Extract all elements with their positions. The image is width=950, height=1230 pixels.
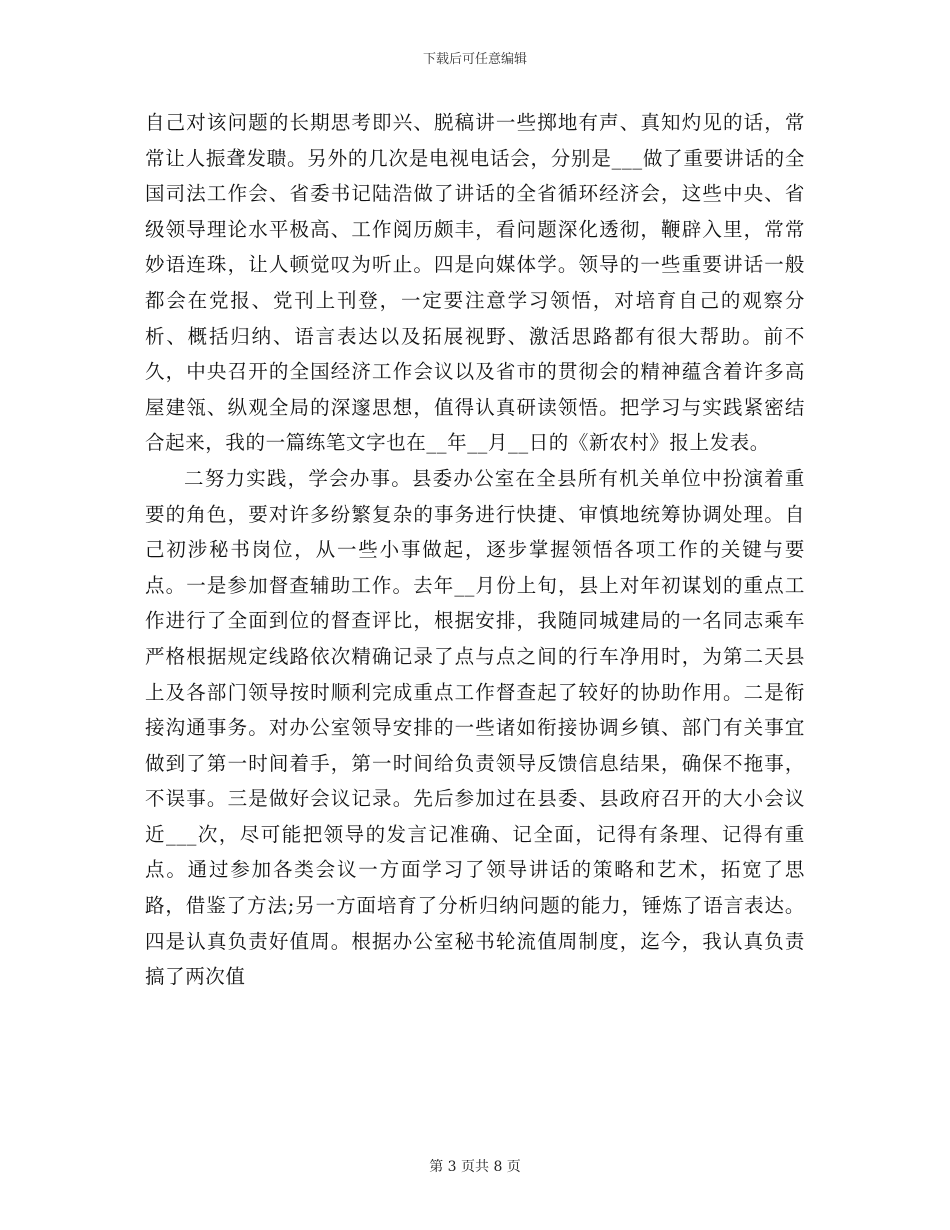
page-header: 下载后可任意编辑 — [422, 52, 527, 67]
page-number: 第 3 页共 8 页 — [429, 1159, 521, 1175]
document-body — [145, 105, 805, 995]
paragraph-1: 自己对该问题的长期思考即兴、脱稿讲一些掷地有声、真知灼见的话，常常让人振聋发聩。另外的几次是电视电话会，分别是___做了重要讲话的全国司法工作会、省委书记陆浩做了讲话的全省循环经济会，这些中央、省级领导理论水平极高、工作阅历颇丰，看问题深化透彻，鞭辟入里，常常妙语连珠，让人顿觉叹为听止。四是向媒体学。领导的一些重要讲话一般都会在党报、党刊上刊登，一定要注意学习领悟，对培育自己的观察分析、概括归纳、语言表达以及拓展视野、激活思路都有很大帮助。前不久，中央召开的全国经济工作会议以及省市的贯彻会的精神蕴含着许多高屋建瓴、纵观全局的深邃思想，值得认真研读领悟。把学习与实践紧密结合起来，我的一篇练笔文字也在__年__月__日的《新农村》报上发表。 — [145, 111, 805, 455]
paragraph-2: 二努力实践，学会办事。县委办公室在全县所有机关单位中扮演着重要的角色，要对许多纷繁复杂的事务进行快捷、审慎地统筹协调处理。自己初涉秘书岗位，从一些小事做起，逐步掌握领悟各项工作的关键与要点。一是参加督查辅助工作。去年__月份上旬，县上对年初谋划的重点工作进行了全面到位的督查评比，根据安排，我随同城建局的一名同志乘车严格根据规定线路依次精确记录了点与点之间的行车净用时，为第二天县上及各部门领导按时顺利完成重点工作督查起了较好的协助作用。二是衔接沟通事务。对办公室领导安排的一些诸如衔接协调乡镇、部门有关事宜做到了第一时间着手，第一时间给负责领导反馈信息结果，确保不拖事，不误事。三是做好会议记录。先后参加过在县委、县政府召开的大小会议近___次，尽可能把领导的发言记准确、记全面，记得有条理、记得有重点。通过参加各类会议一方面学习了领导讲话的策略和艺术，拓宽了思路，借鉴了方法;另一方面培育了分析归纳问题的能力，锤炼了语言表达。四是认真负责好值周。根据办公室秘书轮流值周制度，迄今，我认真负责搞了两次值 — [145, 466, 805, 989]
